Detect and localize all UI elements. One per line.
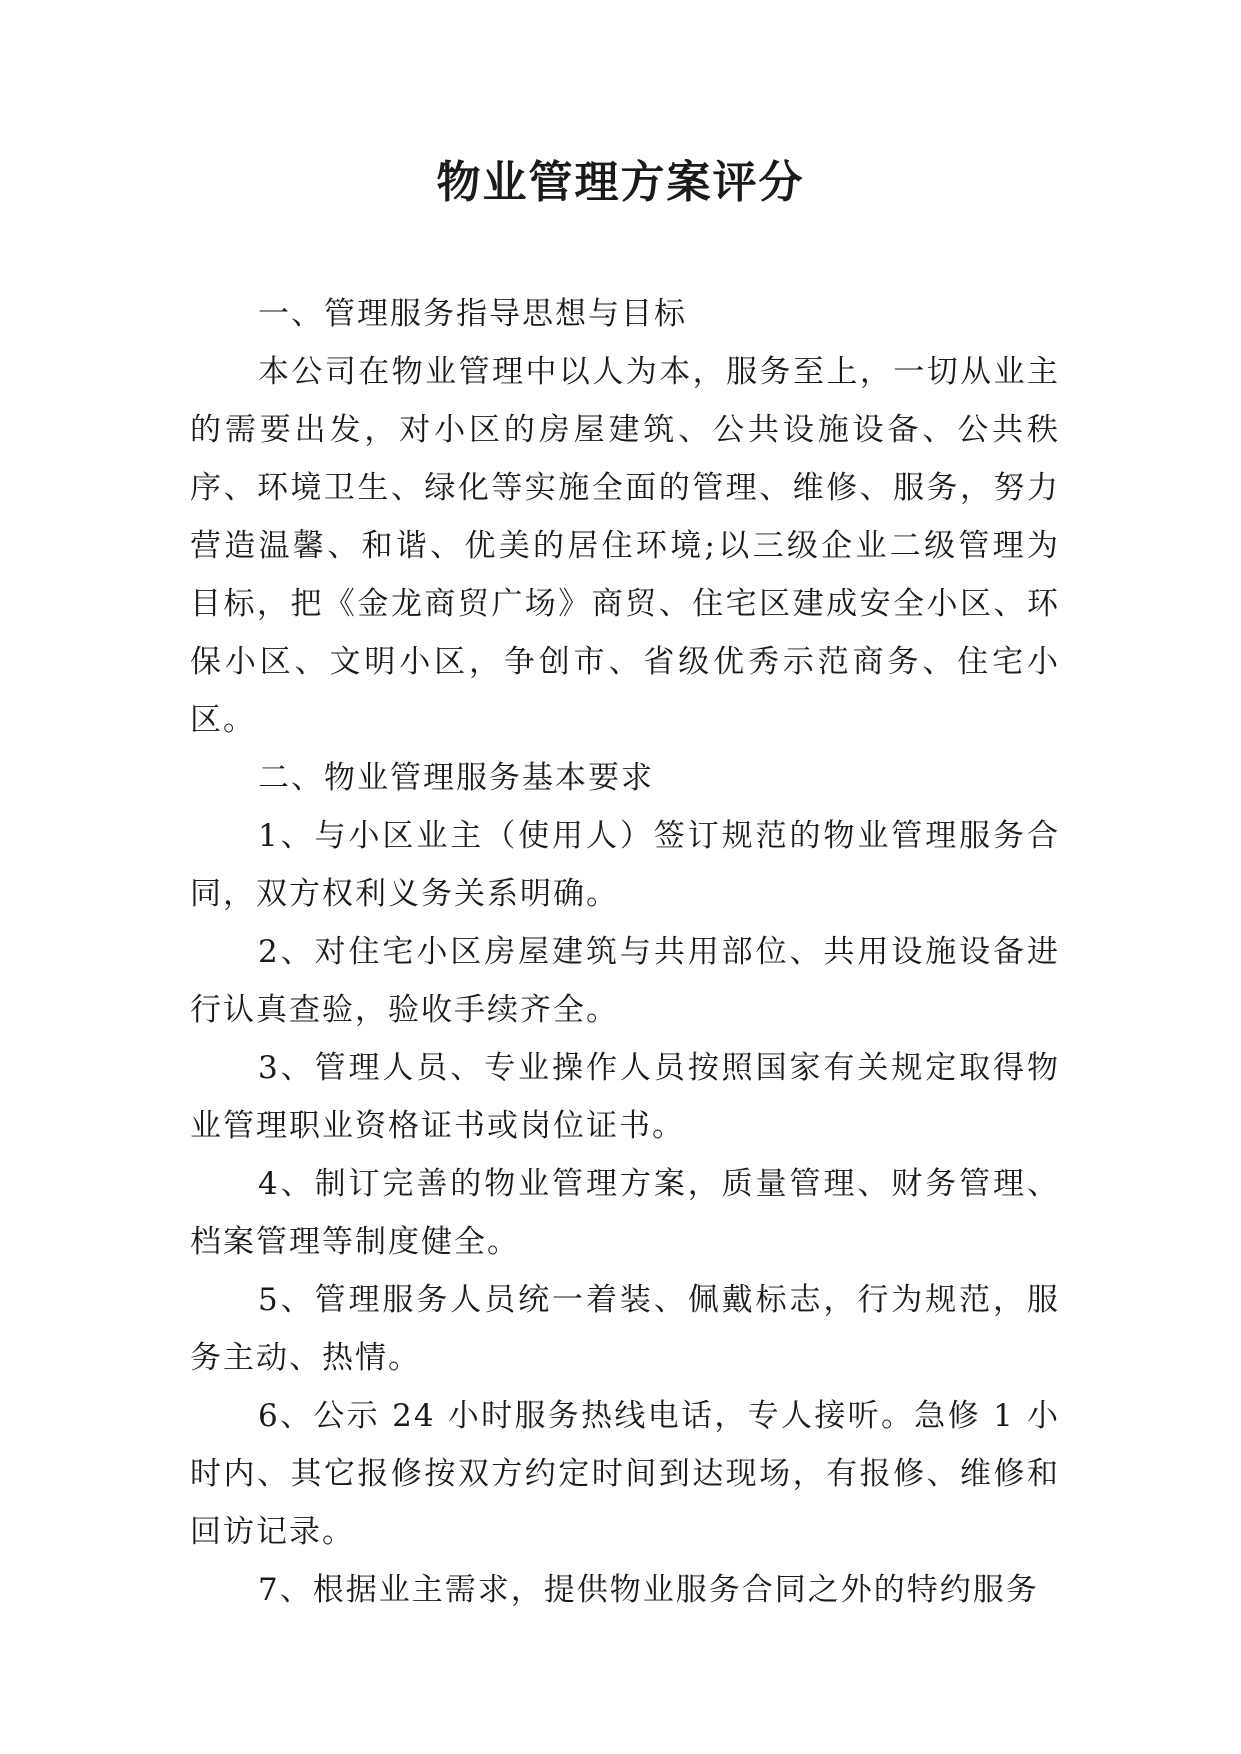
- requirement-item-7: 7、根据业主需求，提供物业服务合同之外的特约服务: [258, 1572, 1039, 1608]
- document-title: 物业管理方案评分: [436, 157, 805, 208]
- requirement-item-1: 1、与小区业主（使用人）签订规范的物业管理服务合同，双方权利义务关系明确。: [190, 818, 1060, 912]
- section-heading-2: 二、物业管理服务基本要求: [258, 760, 654, 796]
- requirement-item-4: 4、制订完善的物业管理方案，质量管理、财务管理、档案管理等制度健全。: [190, 1166, 1060, 1260]
- requirement-item-6: 6、公示 24 小时服务热线电话，专人接听。急修 1 小时内、其它报修按双方约定时间到达现场，有报修、维修和回访记录。: [190, 1398, 1060, 1550]
- requirement-item-5: 5、管理服务人员统一着装、佩戴标志，行为规范，服务主动、热情。: [190, 1282, 1060, 1376]
- requirement-item-2: 2、对住宅小区房屋建筑与共用部位、共用设施设备进行认真查验，验收手续齐全。: [190, 934, 1060, 1028]
- requirement-item-3: 3、管理人员、专业操作人员按照国家有关规定取得物业管理职业资格证书或岗位证书。: [190, 1050, 1060, 1144]
- section-heading-1: 一、管理服务指导思想与目标: [258, 296, 687, 332]
- document-body: [190, 285, 1060, 1619]
- paragraph-intro: 本公司在物业管理中以人为本，服务至上，一切从业主的需要出发，对小区的房屋建筑、公共设施设备、公共秩序、环境卫生、绿化等实施全面的管理、维修、服务，努力营造温馨、和谐、优美的居住环境;以三级企业二级管理为目标，把《金龙商贸广场》商贸、住宅区建成安全小区、环保小区、文明小区，争创市、省级优秀示范商务、住宅小区。: [190, 354, 1060, 738]
